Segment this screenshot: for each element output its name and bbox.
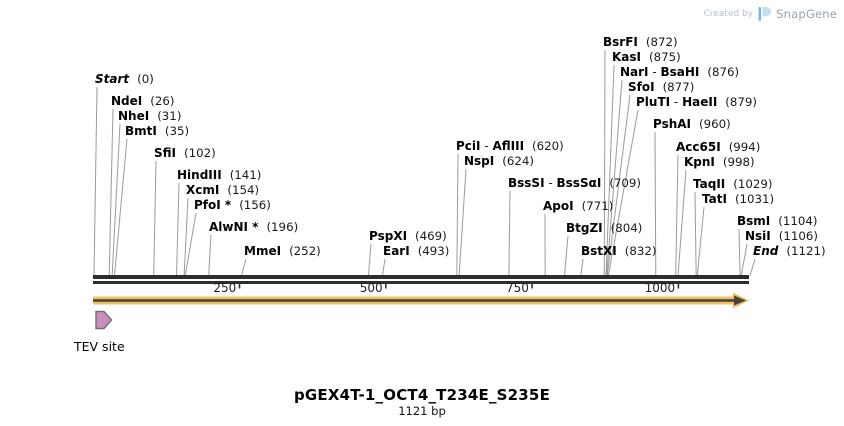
enzyme-label: [581, 245, 656, 258]
leader-line: [459, 169, 466, 276]
enzyme-name-separator: -: [670, 95, 683, 109]
enzyme-position: (1106): [778, 229, 818, 243]
leader-line: [509, 191, 510, 276]
ruler-tick-label: 500: [359, 281, 383, 295]
enzyme-position: (709): [609, 176, 642, 190]
enzyme-name: EarI: [383, 244, 410, 258]
enzyme-label: [676, 141, 760, 154]
leader-line: [368, 244, 371, 276]
enzyme-position: (26): [150, 94, 175, 108]
enzyme-name: BmtI: [125, 124, 157, 138]
enzyme-label: [244, 245, 321, 258]
enzyme-position: (875): [649, 50, 681, 64]
tev-site-label: TEV site: [74, 339, 125, 354]
leader-line: [209, 235, 211, 276]
enzyme-label: [186, 184, 259, 197]
ruler-tick: [385, 282, 387, 289]
leader-line: [564, 236, 568, 276]
enzyme-name: BsmI: [737, 214, 771, 228]
enzyme-label: [684, 156, 755, 169]
enzyme-position: (872): [645, 35, 678, 49]
enzyme-name: HindIII: [177, 168, 222, 182]
enzyme-position: (877): [662, 80, 695, 94]
enzyme-name-separator: -: [648, 65, 661, 79]
enzyme-name: TatI: [702, 192, 727, 206]
enzyme-position: (35): [164, 124, 190, 138]
enzyme-label: [543, 200, 613, 213]
enzyme-name: Start: [95, 72, 130, 86]
enzyme-label: [111, 95, 174, 108]
enzyme-position: (102): [184, 146, 216, 160]
leader-line: [676, 155, 678, 276]
enzyme-name: ApoI: [543, 199, 574, 213]
enzyme-label: [612, 51, 681, 64]
enzyme-position: (0): [137, 72, 154, 86]
enzyme-label: [702, 193, 774, 206]
enzyme-position: (960): [699, 117, 731, 131]
enzyme-label: [154, 147, 216, 160]
enzyme-position: (876): [707, 65, 740, 79]
enzyme-name: NdeI: [111, 94, 143, 108]
enzyme-label: [177, 169, 261, 182]
enzyme-name: PciI: [456, 139, 481, 153]
leader-line: [241, 259, 246, 276]
enzyme-label: [693, 178, 773, 191]
credit: [704, 6, 837, 22]
ruler-tick: [678, 282, 680, 289]
enzyme-position: (771): [581, 199, 614, 213]
leader-line: [94, 87, 97, 276]
enzyme-label: [753, 245, 826, 258]
enzyme-position: (156): [239, 198, 271, 212]
enzyme-position: (469): [415, 229, 447, 243]
enzyme-label: [209, 221, 298, 234]
enzyme-position: (624): [502, 154, 534, 168]
enzyme-position: (31): [157, 109, 182, 123]
enzyme-name: MmeI: [244, 244, 282, 258]
snapgene-logo-icon: [758, 6, 771, 22]
enzyme-label: [125, 125, 189, 138]
enzyme-position: (1121): [786, 244, 826, 258]
enzyme-position: (1031): [734, 192, 775, 206]
enzyme-label: [628, 81, 694, 94]
ruler-tick: [531, 282, 533, 289]
leader-line: [154, 161, 156, 276]
ruler-tick-label: 1000: [644, 281, 676, 295]
enzyme-name: HaeII: [682, 95, 718, 109]
map-title: pGEX4T-1_OCT4_T234E_S235E: [293, 386, 551, 404]
enzyme-position: (832): [624, 244, 657, 258]
enzyme-position: (141): [229, 168, 262, 182]
leader-line: [695, 192, 696, 276]
leader-line: [678, 170, 686, 276]
enzyme-name: KpnI: [684, 155, 715, 169]
enzyme-name: BsaHI: [660, 65, 700, 79]
enzyme-position: (879): [725, 95, 758, 109]
enzyme-label: [566, 222, 642, 235]
enzyme-name: PfoI *: [194, 198, 232, 212]
leader-line: [604, 50, 605, 276]
enzyme-label: [194, 199, 271, 212]
leader-line: [750, 259, 755, 276]
snapgene-brand: SnapGene: [776, 7, 837, 21]
enzyme-label: [620, 66, 739, 79]
leader-line: [739, 229, 740, 276]
enzyme-position: (196): [266, 220, 299, 234]
enzyme-position: (1029): [733, 177, 773, 191]
enzyme-label: [603, 36, 678, 49]
enzyme-label: [653, 118, 731, 131]
enzyme-name: NsiI: [745, 229, 771, 243]
enzyme-name-separator: -: [480, 139, 493, 153]
enzyme-name: PluTI: [636, 95, 671, 109]
enzyme-position: (620): [532, 139, 564, 153]
ruler-tick-label: 250: [213, 281, 237, 295]
ruler-tick: [239, 282, 241, 289]
enzyme-name: AlwNI *: [209, 220, 259, 234]
enzyme-label: [369, 230, 447, 243]
enzyme-label: [456, 140, 564, 153]
enzyme-position: (493): [417, 244, 450, 258]
enzyme-name: SfoI: [628, 80, 655, 94]
enzyme-name: NspI: [464, 154, 495, 168]
tev-site-arrow: [96, 312, 112, 329]
enzyme-label: [636, 96, 757, 109]
enzyme-name: End: [753, 244, 779, 258]
enzyme-name: NarI: [620, 65, 649, 79]
enzyme-name: BtgZI: [566, 221, 603, 235]
enzyme-name: Acc65I: [676, 140, 721, 154]
leader-line: [581, 259, 583, 276]
enzyme-position: (154): [227, 183, 260, 197]
enzyme-label: [745, 230, 818, 243]
enzyme-name: BstXI: [581, 244, 617, 258]
enzyme-label: [95, 73, 154, 86]
leader-line: [114, 139, 127, 276]
leader-line: [457, 154, 458, 276]
leader-line: [109, 109, 113, 276]
enzyme-name: TaqII: [693, 177, 726, 191]
leader-line: [177, 183, 179, 276]
feature-arrow-core: [93, 299, 734, 302]
enzyme-position: (994): [728, 140, 761, 154]
enzyme-name-separator: -: [544, 176, 557, 190]
enzyme-name: BssSI: [508, 176, 545, 190]
enzyme-position: (1104): [778, 214, 818, 228]
enzyme-position: (252): [289, 244, 321, 258]
enzyme-label: [383, 245, 449, 258]
enzyme-label: [737, 215, 818, 228]
leader-line: [741, 244, 747, 276]
credit-text: Created by: [703, 9, 754, 19]
enzyme-label: [508, 177, 641, 190]
enzyme-name: BsrFI: [603, 35, 638, 49]
enzyme-label: [118, 110, 181, 123]
enzyme-name: SfiI: [154, 146, 177, 160]
sequence-bar: [93, 275, 749, 279]
ruler-tick-label: 750: [505, 281, 529, 295]
enzyme-label: [464, 155, 534, 168]
enzyme-name: KasI: [612, 50, 642, 64]
enzyme-name: XcmI: [186, 183, 220, 197]
enzyme-position: (804): [610, 221, 643, 235]
enzyme-position: (998): [722, 155, 755, 169]
leader-line: [382, 259, 385, 276]
leader-line: [697, 207, 704, 276]
enzyme-name: BssSαI: [556, 176, 602, 190]
enzyme-name: NheI: [118, 109, 150, 123]
map-length: 1121 bp: [398, 404, 446, 418]
enzyme-name: PshAI: [653, 117, 692, 131]
enzyme-name: PspXI: [369, 229, 408, 243]
enzyme-name: AflIII: [492, 139, 525, 153]
